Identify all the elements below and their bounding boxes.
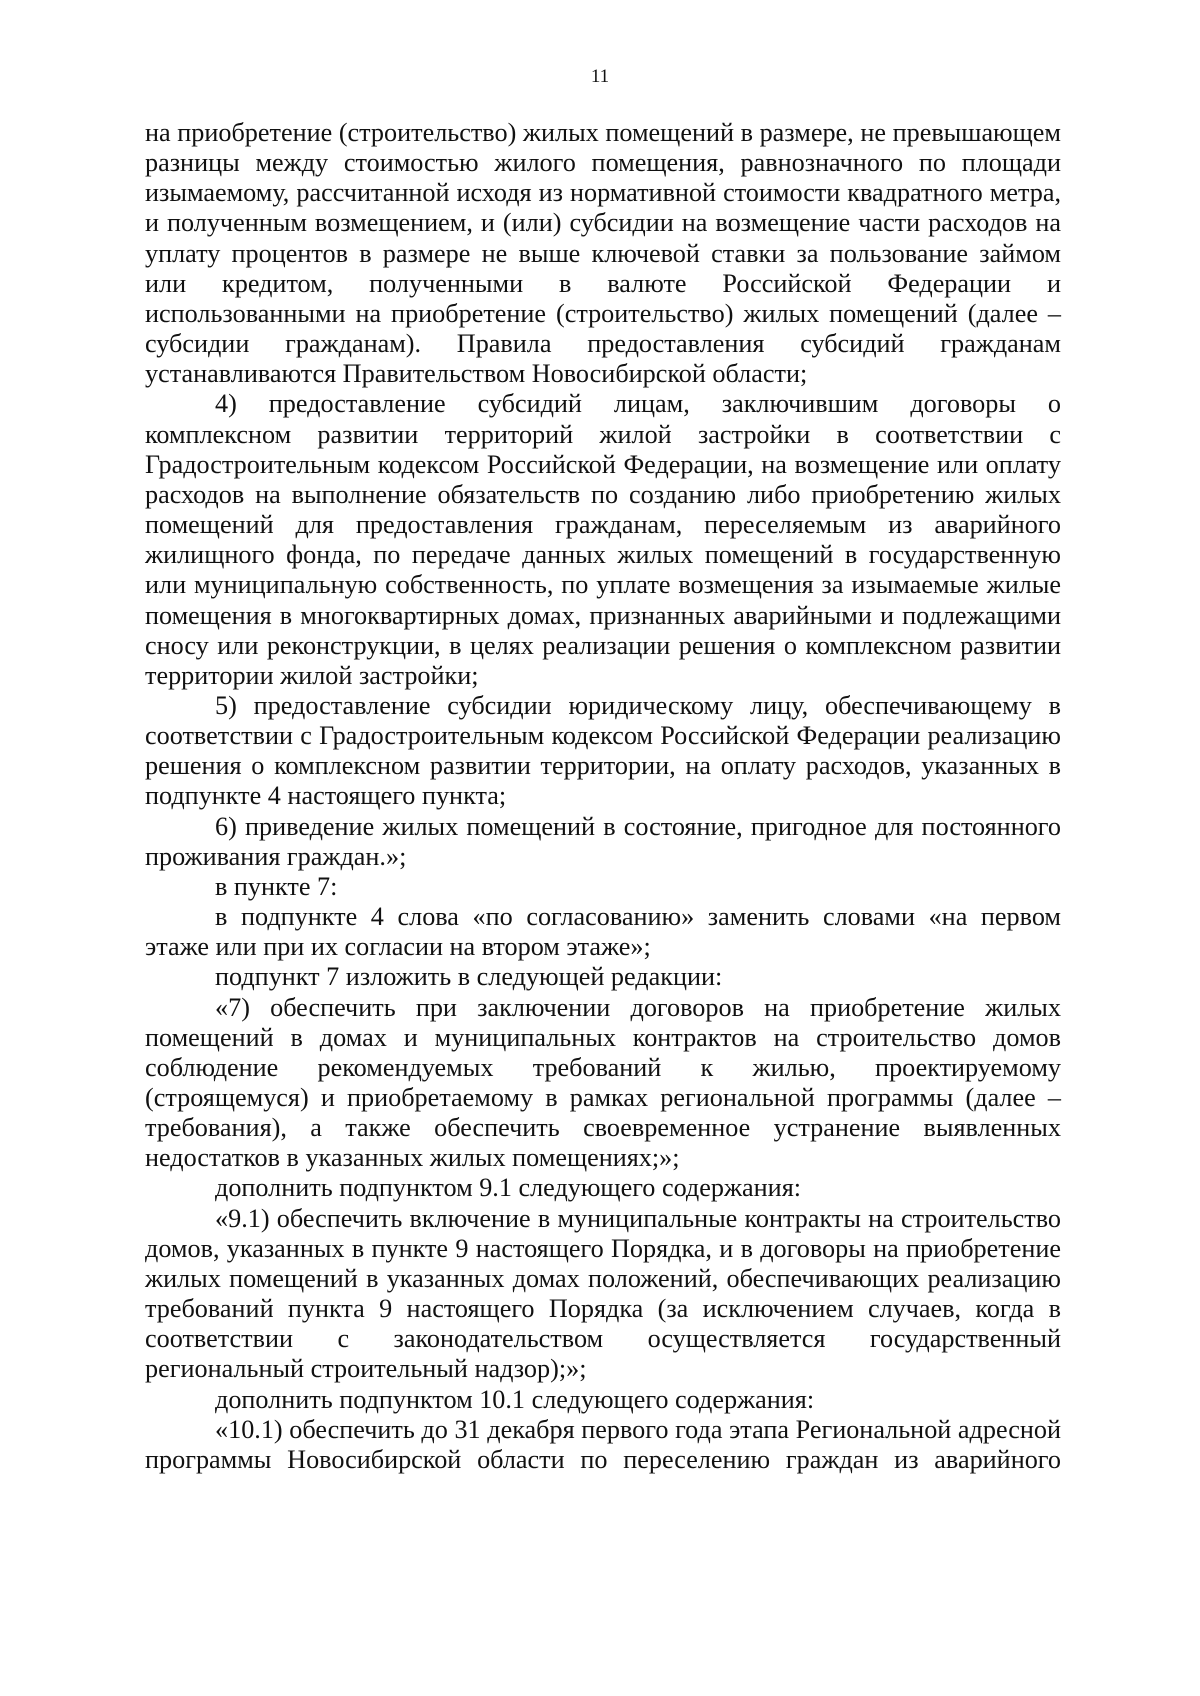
paragraph-subitem-9-1-text: «9.1) обеспечить включение в муниципальные контракты на строительство домов, указанных в пункте 9 настоящего Порядка, и в договоры на приобретение жилых помещений в указанных домах положений, обеспечивающих реализацию требований пункта 9 настоящего Порядка (за исключением случаев, когда в соответствии с законодательством осуществляется государственный региональный строительный надзор);»; [145, 1203, 1061, 1384]
document-body [145, 118, 1061, 1475]
paragraph-subitem-10-1-text: «10.1) обеспечить до 31 декабря первого года этапа Региональной адресной программы Новосибирской области по переселению граждан из аварийного [145, 1414, 1061, 1474]
paragraph-subitem-4-amend: в подпункте 4 слова «по согласованию» заменить словами «на первом этаже или при их согласии на втором этаже»; [145, 902, 1061, 962]
paragraph-point-7: в пункте 7: [215, 871, 338, 901]
paragraph-subitem-9-1-intro: дополнить подпунктом 9.1 следующего содержания: [215, 1173, 802, 1203]
page-number: 11 [590, 66, 610, 87]
paragraph-subitem-7-intro: подпункт 7 изложить в следующей редакции: [215, 962, 723, 992]
paragraph-item-6: 6) приведение жилых помещений в состояние, пригодное для постоянного проживания граждан.»; [145, 811, 1061, 871]
paragraph-subitem-10-1-intro: дополнить подпунктом 10.1 следующего содержания: [215, 1384, 815, 1414]
paragraph-subsidies-citizens: на приобретение (строительство) жилых помещений в размере, не превышающем разницы между стоимостью жилого помещения, равнозначного по площади изымаемому, рассчитанной исходя из нормативной стоимости квадратного метра, и полученным возмещением, и (или) субсидии на возмещение части расходов на уплату процентов в размере не выше ключевой ставки за пользование займом или кредитом, полученными в валюте Российской Федерации и использованными на приобретение (строительство) жилых помещений (далее – субсидии гражданам). Правила предоставления субсидий гражданам устанавливаются Правительством Новосибирской области; [145, 118, 1061, 389]
paragraph-subitem-7-text: «7) обеспечить при заключении договоров на приобретение жилых помещений в домах и муниципальных контрактов на строительство домов соблюдение рекомендуемых требований к жилью, проектируемому (строящемуся) и приобретаемому в рамках региональной программы (далее – требования), а также обеспечить своевременное устранение выявленных недостатков в указанных жилых помещениях;»; [145, 992, 1061, 1173]
paragraph-item-5: 5) предоставление субсидии юридическому лицу, обеспечивающему в соответствии с Градостроительным кодексом Российской Федерации реализацию решения о комплексном развитии территории, на оплату расходов, указанных в подпункте 4 настоящего пункта; [145, 690, 1061, 811]
paragraph-item-4: 4) предоставление субсидий лицам, заключившим договоры о комплексном развитии территорий жилой застройки в соответствии с Градостроительным кодексом Российской Федерации, на возмещение или оплату расходов на выполнение обязательств по созданию либо приобретению жилых помещений для предоставления гражданам, переселяемым из аварийного жилищного фонда, по передаче данных жилых помещений в государственную или муниципальную собственность, по уплате возмещения за изымаемые жилые помещения в многоквартирных домах, признанных аварийными и подлежащими сносу или реконструкции, в целях реализации решения о комплексном развитии территории жилой застройки; [145, 389, 1061, 690]
